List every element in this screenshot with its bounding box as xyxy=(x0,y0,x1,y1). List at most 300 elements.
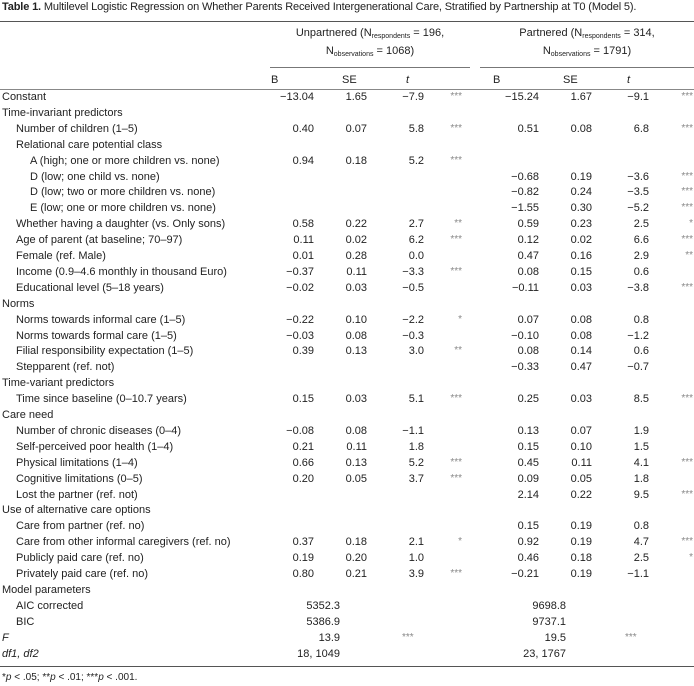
coef-se: 0.18 xyxy=(345,154,367,167)
coef-se: 0.16 xyxy=(570,250,592,262)
table-row xyxy=(0,312,694,328)
model-parameter-row xyxy=(0,630,694,646)
table-row xyxy=(0,200,694,216)
significance: *** xyxy=(681,536,693,548)
table-row xyxy=(0,518,694,534)
coef-se: 0.19 xyxy=(570,536,592,549)
significance xyxy=(424,407,468,423)
row-label: Publicly paid care (ref. no) xyxy=(16,552,144,565)
significance xyxy=(424,518,468,534)
coef-se: 0.10 xyxy=(345,313,367,326)
significance xyxy=(424,184,468,200)
significance: *** xyxy=(450,91,462,102)
table-row xyxy=(0,169,694,185)
coef-se: 0.11 xyxy=(571,456,592,469)
table-row xyxy=(0,296,694,312)
coef-b xyxy=(468,153,539,169)
coef-t: 6.8 xyxy=(633,122,649,135)
coef-b: 0.11 xyxy=(293,234,314,247)
coef-se: 0.13 xyxy=(345,345,367,358)
coef-t: 1.9 xyxy=(633,424,649,437)
significance xyxy=(424,423,468,439)
coef-se: 0.18 xyxy=(345,536,367,549)
coef-t xyxy=(367,169,424,185)
col-se: SE xyxy=(342,74,357,86)
table-row xyxy=(0,328,694,344)
coef-b: 0.47 xyxy=(517,250,539,262)
coef-t: −0.3 xyxy=(402,329,424,342)
coef-t: 0.8 xyxy=(633,313,649,326)
coef-b xyxy=(262,502,314,518)
row-label: Number of chronic diseases (0–4) xyxy=(16,424,182,437)
significance xyxy=(649,407,694,423)
significance: ** xyxy=(685,250,693,261)
col-t: t xyxy=(406,74,410,86)
table-row xyxy=(0,359,694,375)
coef-t xyxy=(367,518,424,534)
coef-se: 0.03 xyxy=(570,393,592,406)
table-row xyxy=(0,423,694,439)
row-label: Self-perceived poor health (1–4) xyxy=(16,440,174,453)
significance xyxy=(649,105,694,121)
coef-se: 0.11 xyxy=(346,265,367,278)
table-row xyxy=(0,184,694,200)
row-label: Physical limitations (1–4) xyxy=(16,456,138,469)
significance xyxy=(424,359,468,375)
row-label: Care need xyxy=(2,409,54,421)
unpartnered-value: 13.9 xyxy=(318,631,340,644)
coef-t: −3.6 xyxy=(627,170,649,183)
coef-b: 0.12 xyxy=(517,234,539,247)
coef-t xyxy=(367,487,424,503)
significance xyxy=(649,502,694,518)
unpartnered-significance: *** xyxy=(402,631,414,643)
coef-se: 0.08 xyxy=(570,122,592,135)
coef-t xyxy=(367,105,424,121)
coef-se: 0.05 xyxy=(570,472,592,485)
col-b: B xyxy=(493,74,501,86)
significance: *** xyxy=(681,234,693,246)
coef-se xyxy=(314,137,367,153)
group-underline xyxy=(270,67,470,68)
coef-t: 0.6 xyxy=(633,345,649,358)
row-label: Educational level (5–18 years) xyxy=(16,281,164,294)
group-header-unpartnered: Unpartnered ($N_{respondents} = 196$, $N_{observations} = 1068$) xyxy=(295,27,445,58)
significance: *** xyxy=(450,234,462,246)
coef-se: 0.19 xyxy=(570,520,592,533)
coef-b: 0.08 xyxy=(517,265,539,278)
table-row xyxy=(0,375,694,391)
coef-t xyxy=(367,502,424,518)
coef-se: 0.02 xyxy=(345,234,367,247)
row-label: Number of children (1–5) xyxy=(16,122,138,135)
coef-se: 0.08 xyxy=(570,329,592,342)
row-label: F xyxy=(2,631,9,644)
coef-t xyxy=(367,359,424,375)
coef-b xyxy=(262,169,314,185)
coef-se: 0.30 xyxy=(570,202,592,215)
coef-t xyxy=(592,105,649,121)
significance xyxy=(424,502,468,518)
significance xyxy=(649,566,694,582)
coef-t: 6.2 xyxy=(408,234,424,247)
model-parameter-row xyxy=(0,614,694,630)
coef-se xyxy=(314,184,367,200)
coef-t: 8.5 xyxy=(633,393,649,406)
coef-t xyxy=(367,184,424,200)
significance: *** xyxy=(450,265,462,277)
coef-b: 0.15 xyxy=(517,520,539,533)
coef-t xyxy=(592,137,649,153)
coef-b: −0.21 xyxy=(511,568,539,580)
row-label: Norms xyxy=(2,297,35,310)
coef-t: 5.2 xyxy=(408,154,424,167)
significance: *** xyxy=(681,281,693,293)
coef-b: −0.08 xyxy=(286,424,314,437)
significance: *** xyxy=(450,472,462,484)
row-label: Time-invariant predictors xyxy=(2,106,123,119)
row-label: Female (ref. Male) xyxy=(16,250,106,262)
table-row xyxy=(0,105,694,121)
coef-b: −0.22 xyxy=(286,313,314,326)
table-row xyxy=(0,232,694,248)
significance xyxy=(424,296,468,312)
coef-se: 1.65 xyxy=(345,91,367,103)
coef-b: 0.15 xyxy=(292,393,314,406)
model-parameter-row xyxy=(0,646,694,662)
significance xyxy=(649,582,694,598)
significance xyxy=(649,296,694,312)
coef-se: 0.22 xyxy=(570,488,592,501)
table-row xyxy=(0,502,694,518)
row-label: Time-variant predictors xyxy=(2,377,115,390)
coef-t: −3.3 xyxy=(402,265,424,278)
unpartnered-value: 18, 1049 xyxy=(297,647,340,660)
coef-b xyxy=(262,296,314,312)
row-label: A (high; one or more children vs. none) xyxy=(30,154,220,167)
coef-b: 0.07 xyxy=(517,313,539,326)
coef-t: 3.7 xyxy=(408,472,424,485)
coef-t: 6.6 xyxy=(633,234,649,247)
coef-b xyxy=(262,487,314,503)
significance: *** xyxy=(450,122,462,134)
unpartnered-value: 5386.9 xyxy=(306,615,340,628)
coef-se: 0.23 xyxy=(570,218,592,231)
coef-t: −7.9 xyxy=(402,91,424,103)
coef-t xyxy=(367,582,424,598)
coef-t: −3.5 xyxy=(627,186,649,199)
coef-b: −1.55 xyxy=(511,202,539,215)
partnered-value: 23, 1767 xyxy=(523,647,566,660)
coef-se: 1.67 xyxy=(570,91,592,103)
significance xyxy=(649,137,694,153)
coef-b: 0.13 xyxy=(517,424,539,437)
table-row xyxy=(0,280,694,296)
significance: *** xyxy=(681,202,693,214)
coef-b: 0.01 xyxy=(292,250,314,262)
model-parameter-row xyxy=(0,598,694,614)
coef-b: −0.33 xyxy=(511,361,539,374)
coef-b: −15.24 xyxy=(505,91,539,103)
coef-b: 0.39 xyxy=(292,345,314,358)
coef-se: 0.03 xyxy=(570,281,592,294)
coef-b: 0.92 xyxy=(517,536,539,549)
coef-b xyxy=(468,137,539,153)
coef-b xyxy=(262,184,314,200)
coef-se xyxy=(539,502,592,518)
col-se: SE xyxy=(563,74,578,86)
significance: *** xyxy=(681,91,693,102)
top-rule xyxy=(0,21,694,22)
coef-t xyxy=(367,200,424,216)
coef-se: 0.19 xyxy=(570,568,592,580)
table-number: Table 1. xyxy=(2,1,41,13)
coef-se: 0.13 xyxy=(345,456,367,469)
coef-b: −13.04 xyxy=(280,91,314,103)
significance xyxy=(424,137,468,153)
coef-t xyxy=(592,296,649,312)
table-row xyxy=(0,566,694,582)
coef-b: 0.15 xyxy=(517,440,539,453)
row-label: Constant xyxy=(2,91,47,103)
coef-b xyxy=(468,105,539,121)
coef-t: −1.1 xyxy=(627,568,649,580)
coef-b: 0.19 xyxy=(292,552,314,565)
significance: * xyxy=(458,313,462,325)
coef-se xyxy=(539,375,592,391)
coef-b: 0.08 xyxy=(517,345,539,358)
significance xyxy=(424,105,468,121)
coef-b xyxy=(262,582,314,598)
significance xyxy=(649,471,694,487)
coef-t: 2.9 xyxy=(633,250,649,262)
coef-b xyxy=(468,407,539,423)
row-label: Whether having a daughter (vs. Only sons) xyxy=(16,218,226,231)
coef-b: −0.03 xyxy=(286,329,314,342)
table-row xyxy=(0,89,694,105)
coef-t: 1.8 xyxy=(408,440,424,453)
row-label: Use of alternative care options xyxy=(2,504,151,517)
group-underline xyxy=(480,67,694,68)
coef-t xyxy=(592,582,649,598)
coef-se: 0.08 xyxy=(345,329,367,342)
table-row xyxy=(0,455,694,471)
table-row xyxy=(0,582,694,598)
significance: * xyxy=(689,552,693,564)
coef-t: 5.1 xyxy=(408,393,424,406)
table-row xyxy=(0,471,694,487)
coef-b: 0.80 xyxy=(292,568,314,580)
coef-t: 4.7 xyxy=(633,536,649,549)
coef-b: 0.09 xyxy=(517,472,539,485)
coef-b xyxy=(468,582,539,598)
coef-se: 0.07 xyxy=(345,122,367,135)
row-label: Lost the partner (ref. not) xyxy=(16,488,138,501)
coef-t: 1.0 xyxy=(408,552,424,565)
coef-b: 0.21 xyxy=(292,440,314,453)
coef-t: 4.1 xyxy=(633,456,649,469)
significance: * xyxy=(689,218,693,230)
coef-se: 0.28 xyxy=(345,250,367,262)
row-label: Model parameters xyxy=(2,583,91,596)
significance xyxy=(424,328,468,344)
coef-se: 0.08 xyxy=(570,313,592,326)
row-label: Norms towards informal care (1–5) xyxy=(16,313,186,326)
significance xyxy=(424,487,468,503)
table-row xyxy=(0,439,694,455)
significance: *** xyxy=(681,170,693,182)
significance xyxy=(649,328,694,344)
significance: *** xyxy=(681,488,693,500)
coef-t: −2.2 xyxy=(402,313,424,326)
coef-t: 0.6 xyxy=(633,265,649,278)
coef-b: −0.10 xyxy=(511,329,539,342)
row-label: Relational care potential class xyxy=(16,138,163,151)
partnered-value: 9737.1 xyxy=(532,615,566,628)
group-header-partnered: Partnered ($N_{respondents} = 314$, $N_{observations} = 1791$) xyxy=(519,27,655,58)
coef-se: 0.03 xyxy=(345,281,367,294)
table-row xyxy=(0,216,694,232)
coef-se xyxy=(314,407,367,423)
significance: ** xyxy=(454,218,462,230)
row-label: D (low; two or more children vs. none) xyxy=(30,186,216,199)
coef-se xyxy=(539,137,592,153)
significance xyxy=(424,550,468,566)
coef-se: 0.22 xyxy=(345,218,367,231)
coef-t: −0.7 xyxy=(627,361,649,374)
coef-t: −0.5 xyxy=(402,281,424,294)
coef-b: 0.25 xyxy=(517,393,539,406)
coef-b: 0.66 xyxy=(292,456,314,469)
coef-t: 0.0 xyxy=(408,250,424,262)
table-row xyxy=(0,487,694,503)
table-row xyxy=(0,137,694,153)
coef-se xyxy=(539,582,592,598)
coef-t xyxy=(367,296,424,312)
significance xyxy=(424,280,468,296)
coef-se xyxy=(314,296,367,312)
coef-se: 0.10 xyxy=(570,440,592,453)
row-label: Cognitive limitations (0–5) xyxy=(16,472,143,485)
coef-se xyxy=(314,518,367,534)
significance xyxy=(424,169,468,185)
coef-se xyxy=(314,169,367,185)
significance: *** xyxy=(450,568,462,579)
coef-b xyxy=(262,137,314,153)
coef-se: 0.08 xyxy=(345,424,367,437)
coef-t xyxy=(592,153,649,169)
row-label: D (low; one child vs. none) xyxy=(30,170,160,183)
coef-b: −0.82 xyxy=(511,186,539,199)
row-label: df1, df2 xyxy=(2,647,39,660)
partnered-value: 9698.8 xyxy=(532,599,566,612)
significance: ** xyxy=(454,345,462,357)
coef-se: 0.24 xyxy=(570,186,592,199)
coef-t: 9.5 xyxy=(633,488,649,501)
coef-se xyxy=(314,582,367,598)
coef-se: 0.14 xyxy=(570,345,592,358)
row-label: AIC corrected xyxy=(16,599,84,612)
coef-b: −0.37 xyxy=(286,265,314,278)
coef-se xyxy=(314,359,367,375)
row-label: Age of parent (at baseline; 70–97) xyxy=(16,234,183,247)
significance xyxy=(424,582,468,598)
coef-se: 0.47 xyxy=(570,361,592,374)
coef-b: 0.58 xyxy=(292,218,314,231)
table-row xyxy=(0,264,694,280)
bottom-rule xyxy=(0,666,694,667)
coef-t xyxy=(367,407,424,423)
coef-t: 2.5 xyxy=(633,552,649,565)
coef-t: 2.5 xyxy=(633,218,649,231)
coef-b: −0.02 xyxy=(286,281,314,294)
coef-se: 0.20 xyxy=(345,552,367,565)
coef-b: 0.45 xyxy=(517,456,539,469)
significance: * xyxy=(458,536,462,548)
row-label: E (low; one or more children vs. none) xyxy=(30,202,216,215)
table-title: Multilevel Logistic Regression on Whether Parents Received Intergenerational Care, Stratified by Partnership at T0 (Model 5). xyxy=(43,1,637,13)
significance xyxy=(649,343,694,359)
coef-se xyxy=(314,375,367,391)
row-label: Filial responsibility expectation (1–5) xyxy=(16,345,194,358)
coef-b xyxy=(262,518,314,534)
significance xyxy=(649,375,694,391)
significance xyxy=(649,359,694,375)
coef-t xyxy=(592,502,649,518)
coef-se xyxy=(314,487,367,503)
row-label: Care from other informal caregivers (ref. no) xyxy=(16,536,231,549)
coef-b: 0.59 xyxy=(517,218,539,231)
table-caption xyxy=(2,1,636,13)
coef-se xyxy=(314,200,367,216)
coef-t: 3.0 xyxy=(408,345,424,358)
significance xyxy=(424,375,468,391)
coef-t: −1.2 xyxy=(627,329,649,342)
coef-t xyxy=(367,137,424,153)
coef-b xyxy=(262,200,314,216)
coef-b: 0.94 xyxy=(292,154,314,167)
coef-se: 0.02 xyxy=(570,234,592,247)
coef-se: 0.19 xyxy=(570,170,592,183)
row-label: Privately paid care (ref. no) xyxy=(16,568,149,580)
coef-se xyxy=(539,296,592,312)
row-label: Stepparent (ref. not) xyxy=(16,361,115,374)
table-row xyxy=(0,121,694,137)
table-row xyxy=(0,550,694,566)
coef-se: 0.18 xyxy=(570,552,592,565)
coef-se: 0.05 xyxy=(345,472,367,485)
coef-t: 1.5 xyxy=(633,440,649,453)
coef-b: 0.51 xyxy=(517,122,539,135)
coef-se xyxy=(539,105,592,121)
coef-t: 1.8 xyxy=(633,472,649,485)
coef-t: 0.8 xyxy=(633,520,649,533)
coef-b: 0.20 xyxy=(292,472,314,485)
table-row xyxy=(0,534,694,550)
coef-b: 0.40 xyxy=(292,122,314,135)
coef-se xyxy=(539,407,592,423)
significance: *** xyxy=(681,393,693,405)
coef-b xyxy=(262,105,314,121)
coef-t: −5.2 xyxy=(627,202,649,215)
row-label: BIC xyxy=(16,615,35,628)
partnered-value: 19.5 xyxy=(544,631,566,644)
significance xyxy=(649,518,694,534)
coef-t xyxy=(367,375,424,391)
coef-b xyxy=(262,375,314,391)
significance: *** xyxy=(681,122,693,134)
col-b: B xyxy=(271,74,279,86)
